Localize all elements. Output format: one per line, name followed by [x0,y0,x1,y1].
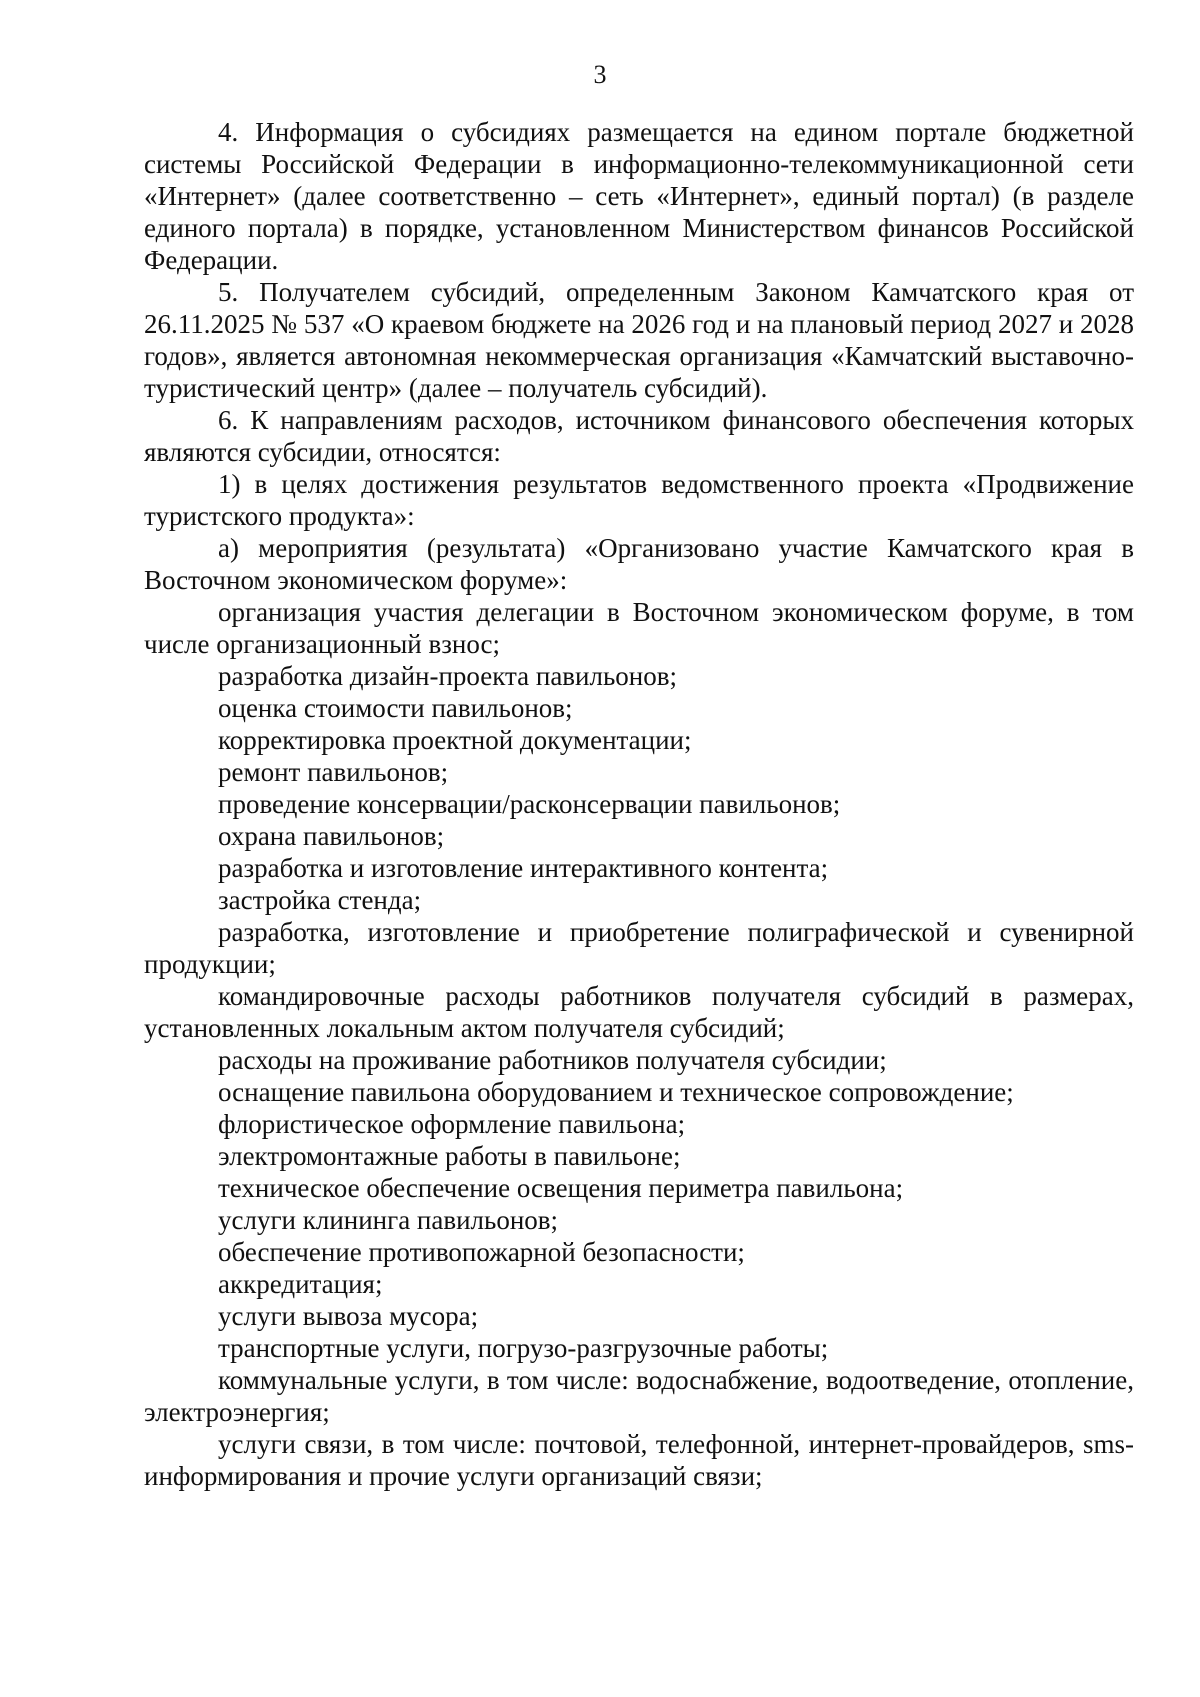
paragraph: 1) в целях достижения результатов ведомственного проекта «Продвижение туристского продукта»: [144,469,1134,531]
paragraph: 5. Получателем субсидий, определенным Законом Камчатского края от 26.11.2025 № 537 «О краевом бюджете на 2026 год и на плановый период 2027 и 2028 годов», является автономная некоммерческая организация «Камчатский выставочно-туристический центр» (далее – получатель субсидий). [144,277,1134,403]
list-item: услуги вывоза мусора; [218,1301,479,1331]
paragraph: а) мероприятия (результата) «Организовано участие Камчатского края в Восточном экономическом форуме»: [144,533,1134,595]
list-item: ремонт павильонов; [218,757,449,787]
list-item: услуги связи, в том числе: почтовой, телефонной, интернет-провайдеров, sms-информирования и прочие услуги организаций связи; [144,1429,1134,1491]
list-item: коммунальные услуги, в том числе: водоснабжение, водоотведение, отопление, электроэнергия; [144,1365,1134,1427]
list-item: разработка, изготовление и приобретение полиграфической и сувенирной продукции; [144,917,1134,979]
list-item: оснащение павильона оборудованием и техническое сопровождение; [218,1077,1014,1107]
list-item: обеспечение противопожарной безопасности; [218,1237,745,1267]
list-item: техническое обеспечение освещения периметра павильона; [218,1173,904,1203]
list-item: электромонтажные работы в павильоне; [218,1141,681,1171]
list-item: услуги клининга павильонов; [218,1205,559,1235]
list-item: застройка стенда; [218,885,422,915]
list-item: командировочные расходы работников получателя субсидий в размерах, установленных локальным актом получателя субсидий; [144,981,1134,1043]
paragraph: 4. Информация о субсидиях размещается на едином портале бюджетной системы Российской Федерации в информационно-телекоммуникационной сети «Интернет» (далее соответственно – сеть «Интернет», единый портал) (в разделе единого портала) в порядке, установленном Министерством финансов Российской Федерации. [144,117,1134,275]
list-item: транспортные услуги, погрузо-разгрузочные работы; [218,1333,829,1363]
document-body [144,116,1134,1492]
list-item: корректировка проектной документации; [218,725,692,755]
list-item: расходы на проживание работников получателя субсидии; [218,1045,887,1075]
list-item: организация участия делегации в Восточном экономическом форуме, в том числе организационный взнос; [144,597,1134,659]
list-item: разработка и изготовление интерактивного контента; [218,853,829,883]
list-item: флористическое оформление павильона; [218,1109,686,1139]
list-item: оценка стоимости павильонов; [218,693,573,723]
list-item: аккредитация; [218,1269,383,1299]
list-item: проведение консервации/расконсервации павильонов; [218,789,841,819]
list-item: охрана павильонов; [218,821,445,851]
paragraph: 6. К направлениям расходов, источником финансового обеспечения которых являются субсидии, относятся: [144,405,1134,467]
page-number: 3 [593,60,607,89]
list-item: разработка дизайн-проекта павильонов; [218,661,677,691]
